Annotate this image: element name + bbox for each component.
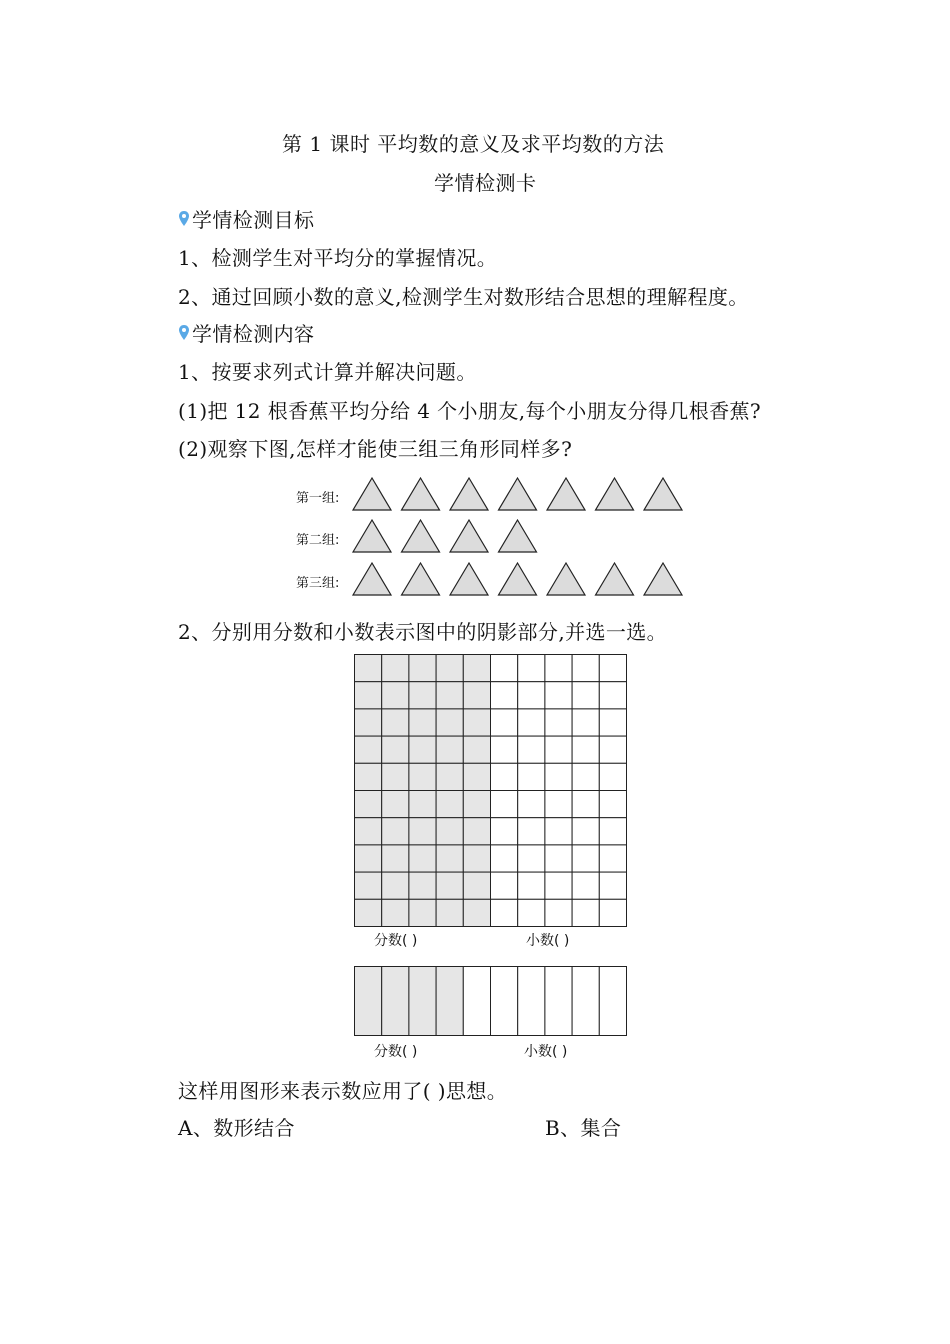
- shaded-cell: [409, 682, 436, 709]
- triangle-group-2-1: [353, 520, 391, 552]
- shaded-cell: [409, 791, 436, 818]
- grid-cell: [599, 845, 626, 872]
- shaded-cell: [436, 872, 463, 899]
- grid-cell: [491, 763, 518, 790]
- grid1-fraction-label: 分数( ): [374, 933, 418, 949]
- grid-cell: [518, 872, 545, 899]
- grid-cell: [599, 709, 626, 736]
- grid-cell: [518, 791, 545, 818]
- grid-cell: [545, 967, 572, 1036]
- grid-cell: [599, 899, 626, 926]
- location-pin-icon: [178, 324, 190, 342]
- goal-item-2: 2、通过回顾小数的意义,检测学生对数形结合思想的理解程度。: [178, 285, 749, 309]
- shaded-cell: [463, 655, 490, 682]
- shaded-cell: [382, 763, 409, 790]
- grid-cell: [491, 791, 518, 818]
- grid-cell: [599, 791, 626, 818]
- grid-cell: [491, 709, 518, 736]
- grid-cell: [518, 967, 545, 1036]
- grid-cell: [491, 872, 518, 899]
- grid-cell: [518, 736, 545, 763]
- grid2-decimal-label: 小数( ): [524, 1044, 568, 1060]
- shaded-cell: [382, 736, 409, 763]
- card-title: 学情检测卡: [434, 171, 537, 195]
- lesson-title: 第 1 课时 平均数的意义及求平均数的方法: [282, 132, 665, 156]
- triangle-group-3-3: [450, 563, 488, 595]
- shaded-cell: [436, 655, 463, 682]
- grid-cell: [599, 682, 626, 709]
- grid-cell: [599, 763, 626, 790]
- triangle-group-1-2: [402, 478, 440, 510]
- shaded-cell: [355, 709, 382, 736]
- grid-cell: [572, 655, 599, 682]
- shaded-cell: [409, 845, 436, 872]
- triangle-group-2-3: [450, 520, 488, 552]
- goals-heading-text: 学情检测目标: [192, 208, 315, 232]
- content-heading: [178, 318, 314, 347]
- grid-cell: [545, 899, 572, 926]
- grid-cell: [518, 845, 545, 872]
- triangle-group-3-1: [353, 563, 391, 595]
- shaded-cell: [355, 655, 382, 682]
- shaded-cell: [355, 736, 382, 763]
- grid-cell: [491, 736, 518, 763]
- shaded-cell: [409, 709, 436, 736]
- goal-item-1: 1、检测学生对平均分的掌握情况。: [178, 246, 498, 270]
- grid-cell: [572, 845, 599, 872]
- grid-cell: [491, 967, 518, 1036]
- shaded-cell: [409, 736, 436, 763]
- grid1-decimal-label: 小数( ): [526, 933, 570, 949]
- shaded-cell: [409, 967, 436, 1036]
- shaded-cell: [436, 763, 463, 790]
- grid-cell: [491, 682, 518, 709]
- grid-cell: [545, 845, 572, 872]
- shaded-cell: [382, 872, 409, 899]
- group-2-label: 第二组:: [296, 533, 340, 548]
- grid-cell: [599, 736, 626, 763]
- grid-cell: [545, 818, 572, 845]
- grid-cell: [518, 818, 545, 845]
- grid-cell: [599, 818, 626, 845]
- shaded-cell: [382, 967, 409, 1036]
- grid-cell: [572, 682, 599, 709]
- shaded-cell: [436, 899, 463, 926]
- triangle-group-3-5: [547, 563, 585, 595]
- option-b: B、集合: [545, 1116, 622, 1140]
- grid-cell: [599, 655, 626, 682]
- group-1-label: 第一组:: [296, 491, 340, 506]
- question-2: 2、分别用分数和小数表示图中的阴影部分,并选一选。: [178, 620, 668, 644]
- shaded-cell: [409, 899, 436, 926]
- shaded-cell: [463, 763, 490, 790]
- shaded-cell: [382, 655, 409, 682]
- goals-heading: [178, 204, 314, 233]
- grid-cell: [545, 763, 572, 790]
- shaded-cell: [436, 791, 463, 818]
- grid-cell: [463, 967, 490, 1036]
- shaded-cell: [436, 709, 463, 736]
- grid-cell: [572, 763, 599, 790]
- grid-cell: [518, 899, 545, 926]
- triangle-group-3-7: [644, 563, 682, 595]
- shaded-cell: [436, 682, 463, 709]
- hundred-grid: [354, 654, 627, 927]
- triangle-group-1-1: [353, 478, 391, 510]
- content-heading-text: 学情检测内容: [192, 322, 315, 346]
- triangle-group-3-2: [402, 563, 440, 595]
- grid-cell: [518, 763, 545, 790]
- shaded-cell: [463, 709, 490, 736]
- triangle-group-2-2: [402, 520, 440, 552]
- triangle-groups: [340, 470, 700, 600]
- grid-cell: [545, 655, 572, 682]
- shaded-cell: [382, 709, 409, 736]
- shaded-cell: [355, 763, 382, 790]
- triangle-group-3-6: [596, 563, 634, 595]
- tenths-strip: [354, 966, 627, 1036]
- question-1-part-2: (2)观察下图,怎样才能使三组三角形同样多?: [178, 437, 573, 461]
- shaded-cell: [382, 899, 409, 926]
- shaded-cell: [382, 791, 409, 818]
- location-pin-icon: [178, 210, 190, 228]
- shaded-cell: [382, 818, 409, 845]
- grid-cell: [572, 899, 599, 926]
- shaded-cell: [355, 791, 382, 818]
- shaded-cell: [436, 818, 463, 845]
- grid-cell: [599, 872, 626, 899]
- option-a: A、数形结合: [178, 1116, 295, 1140]
- shaded-cell: [463, 872, 490, 899]
- grid2-fraction-label: 分数( ): [374, 1044, 418, 1060]
- grid-cell: [491, 818, 518, 845]
- shaded-cell: [463, 899, 490, 926]
- shaded-cell: [463, 818, 490, 845]
- grid-cell: [491, 845, 518, 872]
- group-3-label: 第三组:: [296, 576, 340, 591]
- triangle-group-2-4: [499, 520, 537, 552]
- shaded-cell: [382, 845, 409, 872]
- question-1-part-1: (1)把 12 根香蕉平均分给 4 个小朋友,每个小朋友分得几根香蕉?: [178, 399, 762, 423]
- shaded-cell: [463, 845, 490, 872]
- shaded-cell: [436, 845, 463, 872]
- shaded-cell: [436, 736, 463, 763]
- question-1: 1、按要求列式计算并解决问题。: [178, 360, 477, 384]
- grid-cell: [572, 791, 599, 818]
- shaded-cell: [436, 967, 463, 1036]
- triangle-group-3-4: [499, 563, 537, 595]
- shaded-cell: [409, 872, 436, 899]
- grid-cell: [599, 967, 626, 1036]
- shaded-cell: [463, 736, 490, 763]
- shaded-cell: [355, 682, 382, 709]
- grid-cell: [518, 682, 545, 709]
- grid-cell: [572, 967, 599, 1036]
- grid-cell: [518, 709, 545, 736]
- grid-cell: [545, 791, 572, 818]
- shaded-cell: [355, 872, 382, 899]
- triangle-group-1-4: [499, 478, 537, 510]
- shaded-cell: [355, 818, 382, 845]
- shaded-cell: [409, 818, 436, 845]
- shaded-cell: [355, 899, 382, 926]
- thought-statement: 这样用图形来表示数应用了( )思想。: [178, 1079, 508, 1103]
- grid-cell: [491, 899, 518, 926]
- grid-cell: [518, 655, 545, 682]
- grid-cell: [491, 655, 518, 682]
- shaded-cell: [409, 763, 436, 790]
- triangle-group-1-3: [450, 478, 488, 510]
- triangle-group-1-6: [596, 478, 634, 510]
- grid-cell: [545, 872, 572, 899]
- grid-cell: [572, 818, 599, 845]
- grid-cell: [572, 736, 599, 763]
- grid-cell: [572, 709, 599, 736]
- shaded-cell: [355, 967, 382, 1036]
- shaded-cell: [463, 791, 490, 818]
- grid-cell: [545, 709, 572, 736]
- shaded-cell: [355, 845, 382, 872]
- shaded-cell: [382, 682, 409, 709]
- shaded-cell: [409, 655, 436, 682]
- grid-cell: [545, 736, 572, 763]
- shaded-cell: [463, 682, 490, 709]
- grid-cell: [572, 872, 599, 899]
- triangle-group-1-5: [547, 478, 585, 510]
- triangle-group-1-7: [644, 478, 682, 510]
- grid-cell: [545, 682, 572, 709]
